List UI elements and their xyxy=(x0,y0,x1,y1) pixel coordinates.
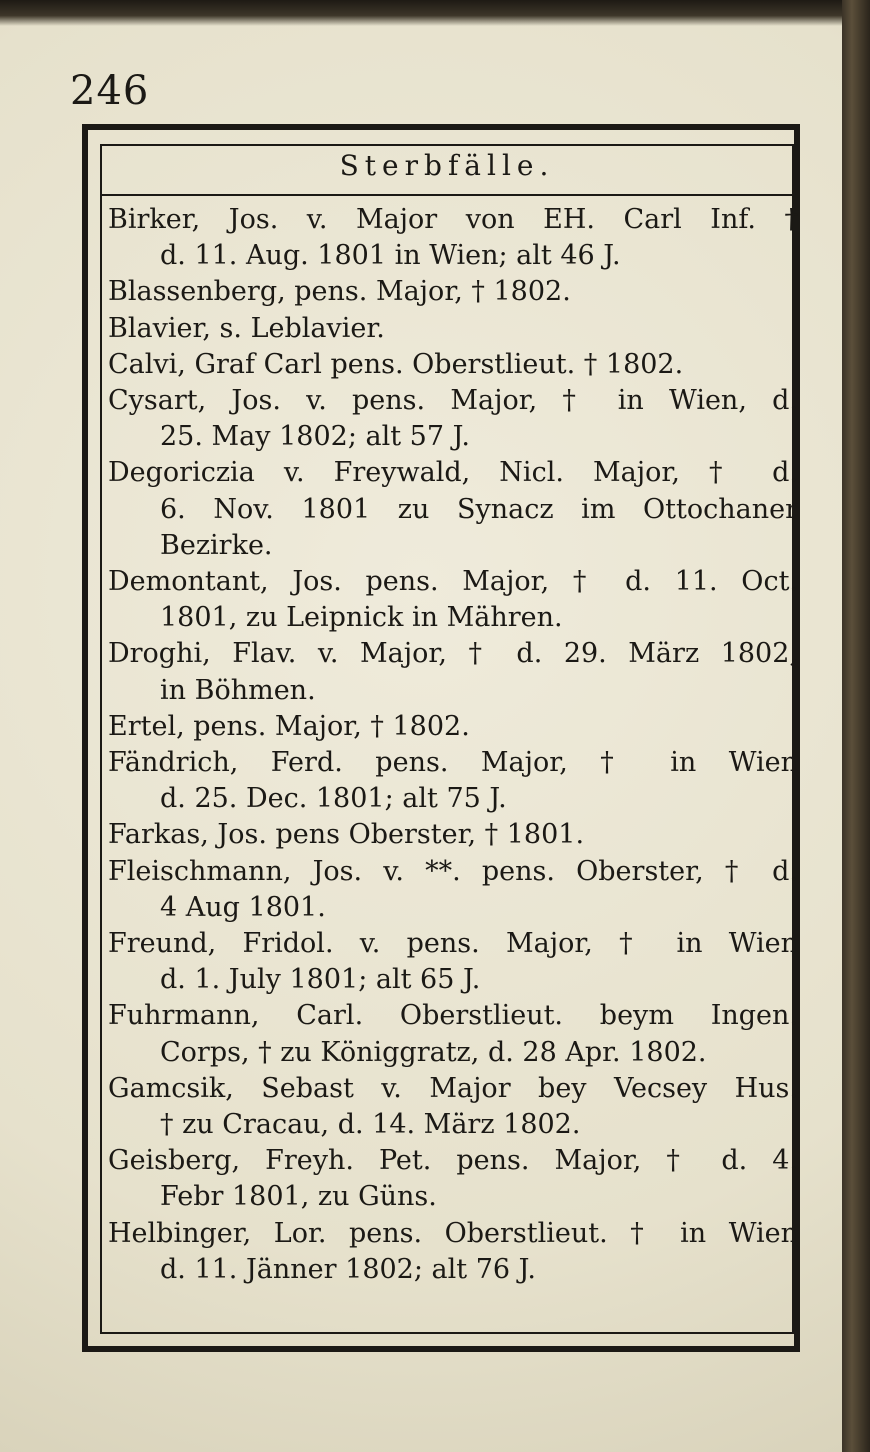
entry-line: Farkas, Jos. pens Oberster, † 1801. xyxy=(108,819,585,851)
list-item xyxy=(108,1143,798,1215)
section-heading: Sterbfälle. xyxy=(339,149,555,182)
entry-line: Fändrich, Ferd. pens. Major, † in Wien xyxy=(108,747,798,779)
entry-line: † zu Cracau, d. 14. März 1802. xyxy=(160,1109,581,1141)
list-item xyxy=(108,564,798,636)
list-item xyxy=(108,745,798,817)
entry-line: d. 11. Jänner 1802; alt 76 J. xyxy=(160,1253,536,1285)
list-item xyxy=(108,926,798,998)
page-top-shadow xyxy=(0,0,842,26)
entry-line: Fleischmann, Jos. v. **. pens. Oberster, † d. xyxy=(108,855,798,887)
page-number: 246 xyxy=(70,68,150,114)
entry-line: Febr 1801, zu Güns. xyxy=(160,1181,437,1213)
entry-line: d. 11. Aug. 1801 in Wien; alt 46 J. xyxy=(160,240,621,272)
entry-line: d. 25. Dec. 1801; alt 75 J. xyxy=(160,783,507,815)
entry-line: Blavier, s. Leblavier. xyxy=(108,312,385,344)
entry-line: Gamcsik, Sebast v. Major bey Vecsey Hus. xyxy=(108,1072,798,1104)
list-item xyxy=(108,709,798,745)
entry-line: Freund, Fridol. v. pens. Major, † in Wien xyxy=(108,928,798,960)
entry-line: Birker, Jos. v. Major von EH. Carl Inf. † xyxy=(108,204,798,235)
entry-line: Degoriczia v. Freywald, Nicl. Major, † d. xyxy=(108,457,798,489)
entry-line: Ertel, pens. Major, † 1802. xyxy=(108,710,470,742)
list-item xyxy=(108,1216,798,1288)
list-item xyxy=(108,998,798,1070)
list-item xyxy=(108,274,798,310)
entry-line: Corps, † zu Königgratz, d. 28 Apr. 1802. xyxy=(160,1036,707,1068)
book-spine-edge xyxy=(842,0,870,1452)
list-item xyxy=(108,854,798,926)
list-item xyxy=(108,347,798,383)
entry-line: Fuhrmann, Carl. Oberstlieut. beym Ingen. xyxy=(108,1000,798,1032)
entry-line: Bezirke. xyxy=(160,529,273,561)
entry-line: Blassenberg, pens. Major, † 1802. xyxy=(108,276,571,308)
death-entries-list xyxy=(108,202,798,1288)
entry-line: Cysart, Jos. v. pens. Major, † in Wien, d. xyxy=(108,385,798,417)
list-item xyxy=(108,383,798,455)
heading-rule xyxy=(100,194,794,196)
list-item xyxy=(108,636,798,708)
list-item xyxy=(108,1071,798,1143)
entry-line: Geisberg, Freyh. Pet. pens. Major, † d. 4. xyxy=(108,1145,798,1177)
list-item xyxy=(108,817,798,853)
entry-line: 25. May 1802; alt 57 J. xyxy=(160,421,470,453)
list-item xyxy=(108,202,798,274)
entry-line: d. 1. July 1801; alt 65 J. xyxy=(160,964,481,996)
entry-line: Helbinger, Lor. pens. Oberstlieut. † in Wien xyxy=(108,1217,798,1249)
entry-line: Droghi, Flav. v. Major, † d. 29. März 1802, xyxy=(108,638,798,670)
entry-line: in Böhmen. xyxy=(160,674,316,706)
list-item xyxy=(108,311,798,347)
entry-line: 4 Aug 1801. xyxy=(160,891,326,923)
entry-line: 1801, zu Leipnick in Mähren. xyxy=(160,602,563,634)
entry-line: Calvi, Graf Carl pens. Oberstlieut. † 1802. xyxy=(108,348,684,380)
entry-line: Demontant, Jos. pens. Major, † d. 11. Oct. xyxy=(108,566,798,598)
entry-line: 6. Nov. 1801 zu Synacz im Ottochaner xyxy=(160,493,798,525)
list-item xyxy=(108,455,798,564)
